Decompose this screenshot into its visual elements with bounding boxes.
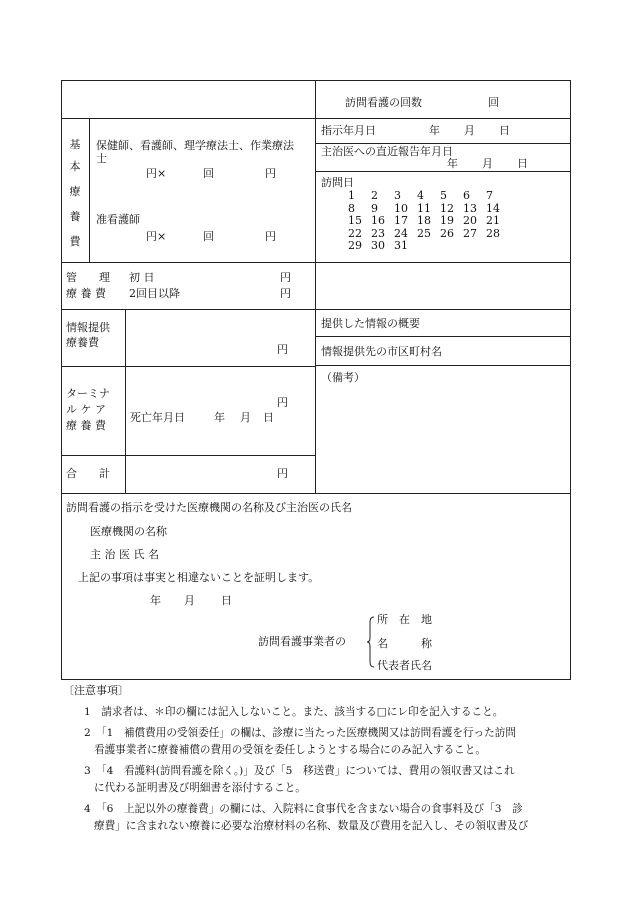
basic-heading-char: 療 [69,185,81,198]
day-cell[interactable]: 15 [348,214,362,228]
info-label: 情報提供 [66,321,110,334]
row-divider [315,171,571,172]
hospital-name-label: 医療機関の名称 [90,525,167,538]
doctor-name-label: 主 治 医 氏 名 [90,548,159,561]
month-label: 月 [464,124,475,137]
day-cell[interactable]: 3 [394,189,401,202]
day-cell[interactable]: 27 [463,226,477,240]
month-label: 月 [240,411,251,424]
times-label: 回 [203,230,214,243]
note-line: 1 請求者は、＊印の欄には記入しないこと。また、該当する□にレ印を記入すること。 [84,706,504,718]
visit-count-unit: 回 [488,96,499,109]
day-cell[interactable]: 7 [486,189,493,202]
day-cell[interactable]: 21 [486,214,500,228]
day-label: 日 [263,411,274,424]
name-label: 名 称 [377,637,432,650]
nurse-label: 保健師、看護師、理学療法士、作業療法 [96,139,294,152]
rate-label: 円× [146,167,167,180]
day-cell[interactable]: 18 [417,214,431,228]
day-cell[interactable]: 20 [463,214,477,228]
day-label: 日 [517,157,528,170]
yen-label: 円 [277,467,288,480]
note-line: 4 「6 上記以外の療養費」の欄には、入院料に食事代を含まない場合の食事料及び「3 診 [84,803,523,815]
row-divider [61,493,571,494]
rate-label: 円× [146,230,167,243]
day-label: 日 [221,594,232,607]
day-cell[interactable]: 23 [371,226,385,240]
day-cell[interactable]: 25 [417,226,431,240]
day-cell[interactable]: 29 [348,239,362,253]
day-cell[interactable]: 2 [371,189,378,202]
yen-label: 円 [280,271,291,284]
day-cell[interactable]: 10 [394,201,408,215]
row-divider [315,143,571,144]
row-divider [61,309,571,310]
column-divider [125,309,126,493]
assistant-nurse-label: 准看護師 [96,213,140,226]
column-divider [315,80,316,493]
day-cell[interactable]: 22 [348,226,362,240]
year-label: 年 [429,124,440,137]
notes-heading: 〔注意事項〕 [63,684,129,697]
row-divider [315,365,571,366]
info-label: 療養費 [66,336,99,349]
day-label: 日 [499,124,510,137]
basic-heading-char: 費 [69,235,81,248]
management-label: 療 養 費 [66,287,106,300]
visit-day-calendar [348,190,509,253]
management-label: 管 理 [66,271,110,284]
row-divider [61,455,315,456]
basic-heading-char: 基 [69,138,81,151]
day-cell[interactable]: 24 [394,226,408,240]
yen-label: 円 [280,287,291,300]
note-line: に代わる証明書及び明細書を添付すること。 [94,782,306,794]
day-cell[interactable]: 16 [371,214,385,228]
year-label: 年 [214,411,225,424]
day-cell[interactable]: 13 [463,201,477,215]
first-day-label: 初 日 [129,271,155,284]
month-label: 月 [184,594,195,607]
yen-label: 円 [265,230,276,243]
info-overview-label: 提供した情報の概要 [321,317,420,330]
nurse-label: 士 [96,152,107,165]
terminal-label: ターミナ [66,387,110,400]
address-label: 所 在 地 [377,613,432,626]
year-label: 年 [150,594,161,607]
day-cell[interactable]: 19 [440,214,454,228]
day-cell[interactable]: 14 [486,201,500,215]
yen-label: 円 [277,396,288,409]
row-divider [61,262,571,263]
visit-count-label: 訪問看護の回数 [345,96,422,109]
certification-heading: 訪問看護の指示を受けた医療機関の名称及び主治医の氏名 [66,501,352,514]
day-cell[interactable]: 4 [417,189,424,202]
total-label: 合 計 [66,467,110,480]
row-divider [61,366,315,367]
certification-statement: 上記の事項は事実と相違ないことを証明します。 [78,571,320,584]
row-divider [315,336,571,337]
day-cell[interactable]: 28 [486,226,500,240]
brace-icon [367,616,375,668]
year-label: 年 [447,157,458,170]
provider-label: 訪問看護事業者の [258,635,346,648]
day-cell[interactable]: 1 [348,189,355,202]
day-cell[interactable]: 31 [394,239,408,253]
day-cell[interactable]: 17 [394,214,408,228]
terminal-label: 療 養 費 [66,419,106,432]
day-cell[interactable]: 6 [463,189,470,202]
basic-heading-char: 本 [69,160,81,173]
day-cell[interactable]: 12 [440,201,454,215]
representative-label: 代表者氏名 [377,659,432,672]
note-line: 療費」に含まれない療養に必要な治療材料の名称、数量及び費用を記入し、その領収書及び [94,820,529,832]
second-visit-label: 2回目以降 [129,287,180,300]
day-cell[interactable]: 5 [440,189,447,202]
visit-days-label: 訪問日 [321,176,354,189]
form-frame [61,80,571,680]
report-date-label: 主治医への直近報告年月日 [321,145,453,158]
row-divider [61,118,571,119]
note-line: 3 「4 看護料(訪問看護を除く。)」及び「5 移送費」については、費用の領収書又はこれ [84,765,515,777]
times-label: 回 [203,167,214,180]
instruction-date-label: 指示年月日 [321,124,376,137]
day-cell[interactable]: 11 [417,201,431,215]
day-cell[interactable]: 9 [371,201,378,215]
yen-label: 円 [277,343,288,356]
note-line: 看護事業者に療養補償の費用の受領を委任しようとする場合にのみ記入すること。 [94,744,486,756]
terminal-label: ル ケ ア [66,403,106,416]
info-destination-label: 情報提供先の市区町村名 [321,345,442,358]
day-cell[interactable]: 8 [348,201,355,215]
day-cell[interactable]: 30 [371,239,385,253]
note-line: 2 「1 補償費用の受領委任」の欄は、診療に当たった医療機関又は訪問看護を行った訪問 [84,727,516,739]
remarks-label: （備考） [321,371,365,384]
yen-label: 円 [265,167,276,180]
column-divider [89,118,90,262]
death-date-label: 死亡年月日 [130,411,185,424]
basic-heading-char: 養 [69,210,81,223]
day-cell[interactable]: 26 [440,226,454,240]
month-label: 月 [482,157,493,170]
